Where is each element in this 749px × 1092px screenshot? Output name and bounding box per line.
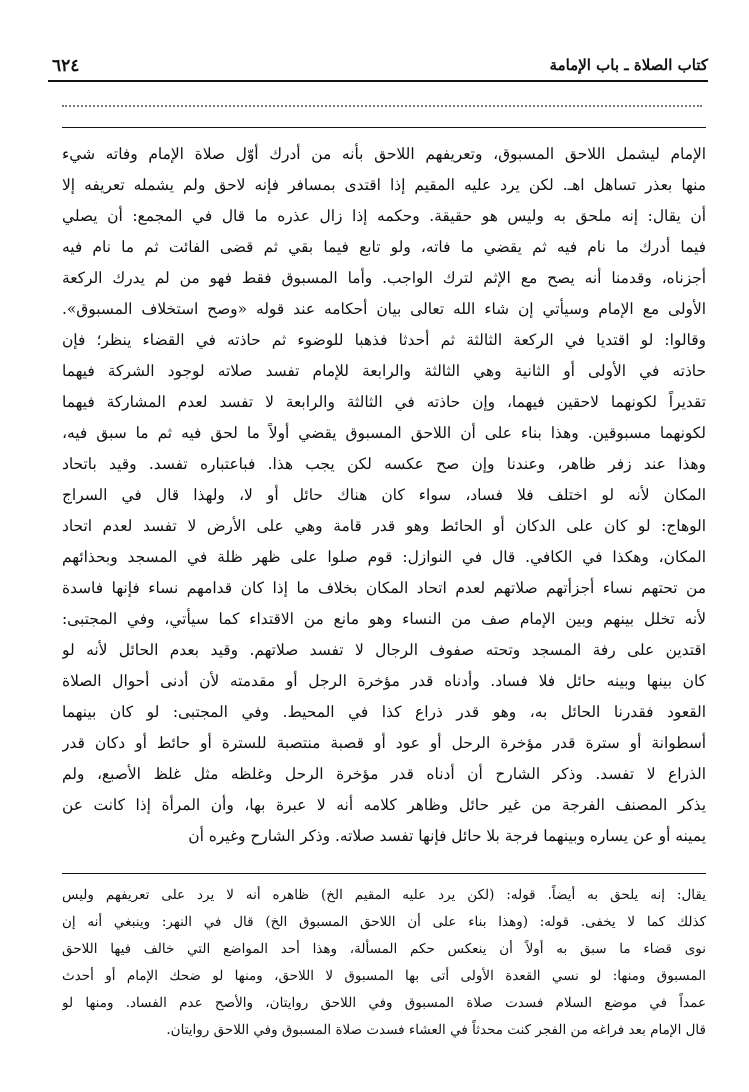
body-line: المكان لأنه لو اختلف فلا فساد، سواء كان هناك حائل أو لا، ولهذا قال في السراج	[62, 486, 706, 504]
body-line: فيما أدرك ما نام فيه ثم يقضي ما فاته، ولو تابع فيما بقي ثم قضى الفائت ثم ما نام فيه	[62, 238, 706, 256]
body-line: المكان، وهكذا في الكافي. قال في النوازل: قوم صلوا على ظهر ظلة في المسجد وبحذائهم	[62, 548, 706, 566]
body-line: يذكر المصنف الفرجة من غير حائل وظاهر كلامه أنه لا عبرة بها، وأن المرأة إذا كانت عن	[62, 796, 706, 814]
body-line: من تحتهم نساء أجزأتهم صلاتهم لعدم اتحاد المكان بخلاف ما إذا كان قدامهم نساء فإنها فاسدة	[62, 579, 706, 597]
body-line: الإمام ليشمل اللاحق المسبوق، وتعريفهم اللاحق بأنه من أدرك أوّل صلاة الإمام وفاته شيء	[62, 145, 706, 163]
body-line: لكونهما مسبوقين. وهذا بناء على أن اللاحق المسبوق يقضي أولاً ما لحق فيه ثم ما سبق فيه،	[62, 424, 706, 442]
body-line: الأولى مع الإمام وسيأتي إن شاء الله تعالى بيان أحكامه عند قوله «وصح استخلاف المسبوق».	[62, 300, 706, 318]
footnote-line: نوى قضاء ما سبق به أولاً أن ينعكس حكم المسألة، وهذا أحد المواضع التي خالف فيها اللاحق	[62, 941, 706, 957]
body-line: منها بعذر تساهل اهـ. لكن يرد عليه المقيم إذا اقتدى بمسافر فإنه لاحق ولم يشمله تعريفه إلا	[62, 176, 706, 194]
footnote-line: يقال: إنه يلحق به أيضاً. قوله: (لكن يرد عليه المقيم الخ) ظاهره أنه لا يرد على تعريفهم وليس	[62, 887, 706, 903]
running-title: كتاب الصلاة ـ باب الإمامة	[549, 56, 708, 74]
body-line: حاذته في الأولى أو الثانية وهي الثالثة والرابعة للإمام تفسد صلاته لوجود الشركة فيهما	[62, 362, 706, 380]
body-line: كان بينها وبينه حائل فلا فساد. وأدناه قدر مؤخرة الرجل أو مقدمته لأن أدنى أحوال الصلاة	[62, 672, 706, 690]
footnote-line: قال الإمام بعد فراغه من الفجر كنت محدثاً في العشاء فسدت صلاة المسبوق وفي اللاحق روايتان.	[166, 1022, 706, 1038]
body-line: أسطوانة أو سترة قدر مؤخرة الرحل أو عود أو قصبة منتصبة للسترة أو حائط أو دكان قدر	[62, 734, 706, 752]
body-line: وهذا عند زفر ظاهر، وعندنا وإن صح عكسه لكن يجب هذا. فباعتباره تفسد. وقيد باتحاد	[62, 455, 706, 473]
top-rule	[62, 127, 706, 128]
body-line: يمينه أو عن يساره وبينهما فرجة بلا حائل فإنها تفسد صلاته. وذكر الشارح وغيره أن	[188, 827, 706, 845]
body-line: وقالوا: لو اقتديا في الركعة الثالثة ثم أحدثا فذهبا للوضوء ثم حاذته في القضاء ينظر؛ فإن	[62, 331, 706, 349]
page-header	[48, 54, 708, 82]
body-line: تقديراً لكونهما لاحقين فيهما، وإن حاذته في الثالثة والرابعة لا تفسد لعدم المشاركة فيهما	[62, 393, 706, 411]
body-line: أن يقال: إنه ملحق به وليس هو حقيقة. وحكمه إذا زال عذره ما قال في المجمع: أن يصلي	[62, 207, 706, 225]
body-line: لأنه تخلل بينهم وبين الإمام صف من النساء وهو مانع من الاقتداء كما سيأتي، وفي المجتبى:	[62, 610, 706, 628]
body-line: القعود فقدرنا الحائل به، وهو قدر ذراع كذا في المحيط. وفي المجتبى: لو كان بينهما	[62, 703, 706, 721]
body-line: أجزناه، وقدمنا أنه يصح مع الإثم لترك الواجب. وأما المسبوق فقط فهو من لم يدرك الركعة	[62, 269, 706, 287]
body-line: الوهاج: لو كان على الدكان أو الحائط وهو قدر قامة وهي على الأرض لا تفسد لعدم اتحاد	[62, 517, 706, 535]
footnote-line: كذلك كما لا يخفى. قوله: (وهذا بناء على أن اللاحق المسبوق الخ) قال في النهر: وينبغي أنه إن	[62, 914, 706, 930]
body-line: اقتدين على رفة المسجد وتحته صفوف الرجال لا تفسد صلاتهم. وقيد بعدم الحائل لأنه لو	[62, 641, 706, 659]
dotted-separator	[62, 101, 702, 107]
body-line: الذراع لا تفسد. وذكر الشارح أن أدناه قدر مؤخرة الرحل وغلظه مثل غلظ الأصبع، ولم	[62, 765, 706, 783]
footnote-separator	[62, 873, 706, 874]
page-number: ٦٢٤	[52, 56, 80, 76]
footnote-line: المسبوق ومنها: لو نسي القعدة الأولى أتى بها المسبوق لا اللاحق، ومنها لو ضحك الإمام أو أحدث	[62, 968, 706, 984]
footnote-line: عمداً في موضع السلام فسدت صلاة المسبوق وفي اللاحق روايتان، والأصح عدم الفساد. ومنها لو	[62, 995, 706, 1011]
